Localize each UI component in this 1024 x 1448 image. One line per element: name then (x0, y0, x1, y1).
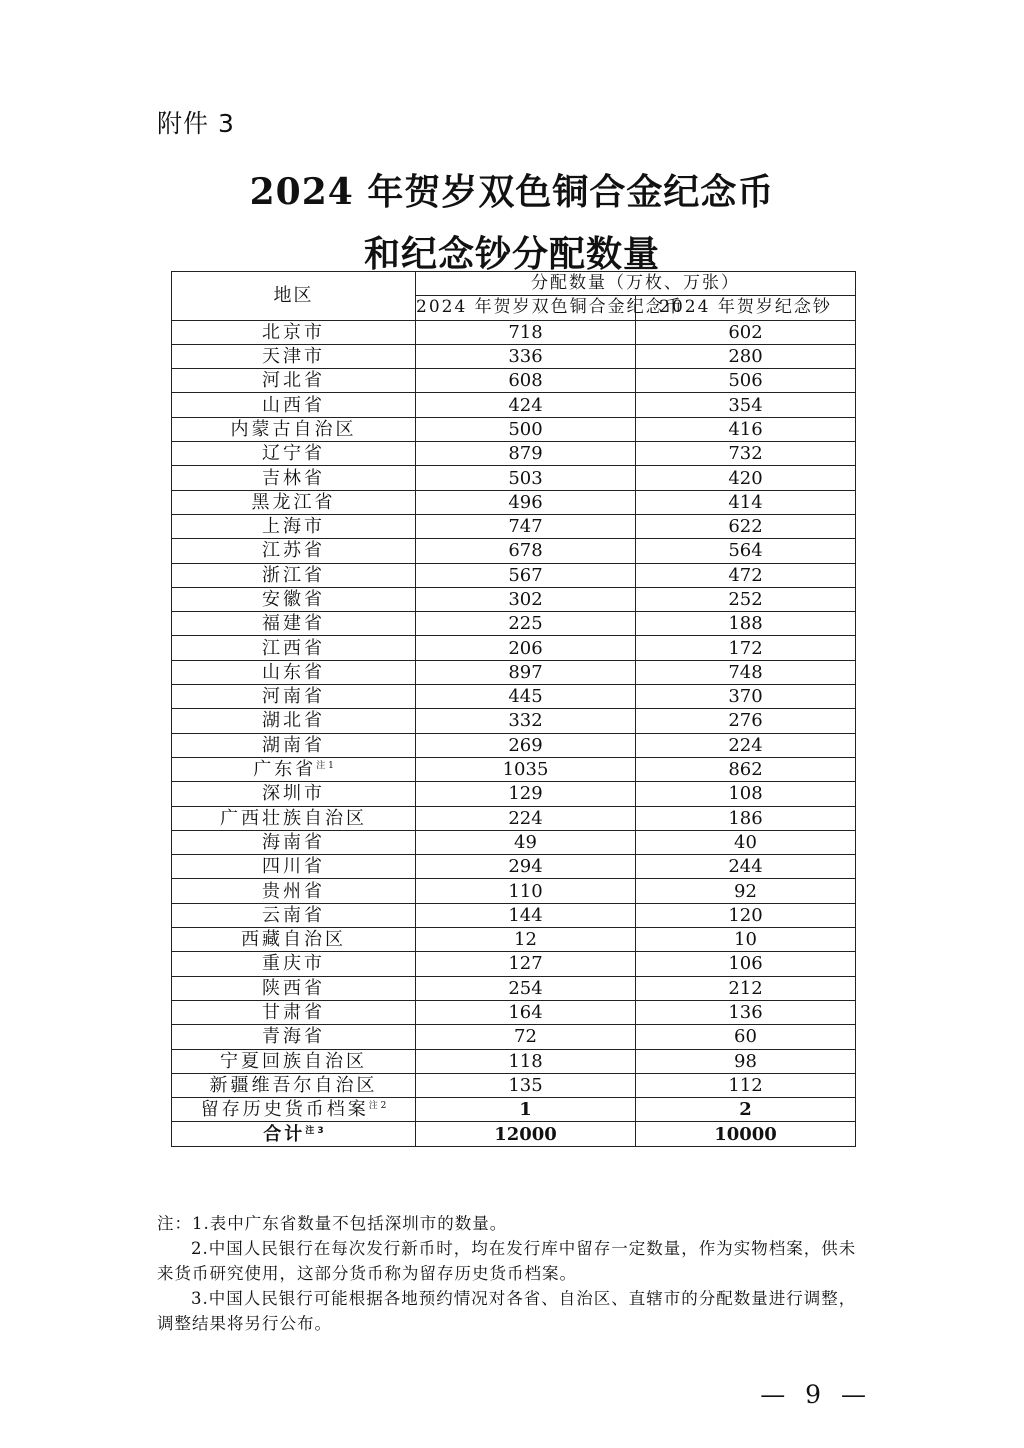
region-cell (172, 855, 416, 879)
attachment-label: 附件 3 (157, 109, 235, 138)
table-row (172, 417, 856, 441)
footnote-1: 注：1.表中广东省数量不包括深圳市的数量。 (157, 1214, 508, 1233)
coin-quantity-cell: 503 (416, 466, 636, 490)
region-name: 江西省 (262, 637, 325, 659)
document-title-line-2: 和纪念钞分配数量 (363, 233, 660, 275)
region-cell (172, 1000, 416, 1024)
region-cell (172, 782, 416, 806)
region-cell (172, 660, 416, 684)
coin-quantity-cell: 269 (416, 733, 636, 757)
coin-quantity-cell: 110 (416, 879, 636, 903)
footnotes (157, 1211, 873, 1336)
banknote-quantity-cell: 414 (636, 490, 856, 514)
region-name: 福建省 (262, 613, 325, 635)
coin-quantity-cell: 336 (416, 344, 636, 368)
table-row (172, 976, 856, 1000)
region-cell (172, 806, 416, 830)
banknote-quantity-cell: 120 (636, 903, 856, 927)
table-row (172, 685, 856, 709)
coin-quantity-cell: 294 (416, 855, 636, 879)
footnote-marker: 注 1 (316, 761, 334, 772)
region-name: 辽宁省 (262, 443, 325, 465)
banknote-quantity-cell: 472 (636, 563, 856, 587)
table-row (172, 320, 856, 344)
table-row (172, 660, 856, 684)
region-cell (172, 417, 416, 441)
region-name: 江苏省 (262, 540, 325, 562)
document-title-line-1: 2024 年贺岁双色铜合金纪念币 (249, 171, 775, 213)
region-column-header: 地区 (172, 272, 416, 321)
table-row (172, 928, 856, 952)
region-cell (172, 709, 416, 733)
coin-quantity-cell: 897 (416, 660, 636, 684)
table-row (172, 855, 856, 879)
region-name: 内蒙古自治区 (230, 418, 357, 440)
region-cell (172, 466, 416, 490)
region-cell (172, 928, 416, 952)
total-footnote-marker: 注 3 (305, 1125, 324, 1136)
coin-quantity-cell: 12 (416, 928, 636, 952)
region-name: 河南省 (262, 686, 325, 708)
table-row (172, 903, 856, 927)
banknote-quantity-cell: 252 (636, 587, 856, 611)
banknote-quantity-cell: 112 (636, 1073, 856, 1097)
region-cell (172, 830, 416, 854)
region-cell (172, 903, 416, 927)
banknote-quantity-cell: 188 (636, 612, 856, 636)
region-name: 西藏自治区 (241, 929, 346, 951)
banknote-quantity-cell: 172 (636, 636, 856, 660)
region-name: 四川省 (262, 856, 325, 878)
region-name: 黑龙江省 (251, 491, 336, 513)
banknote-quantity-cell: 10 (636, 928, 856, 952)
region-cell (172, 320, 416, 344)
banknote-quantity-cell: 136 (636, 1000, 856, 1024)
table-row (172, 1098, 856, 1122)
total-row (172, 1122, 856, 1146)
region-name: 青海省 (262, 1026, 325, 1048)
region-name: 宁夏回族自治区 (220, 1050, 367, 1072)
table-row (172, 490, 856, 514)
total-label: 合计 (263, 1123, 306, 1145)
table-row (172, 369, 856, 393)
banknote-quantity-cell: 602 (636, 320, 856, 344)
coin-quantity-cell: 302 (416, 587, 636, 611)
banknote-quantity-cell: 98 (636, 1049, 856, 1073)
table-row (172, 612, 856, 636)
table-row (172, 952, 856, 976)
table-row (172, 830, 856, 854)
banknote-quantity-cell: 280 (636, 344, 856, 368)
region-cell (172, 636, 416, 660)
table-row (172, 709, 856, 733)
banknote-quantity-cell: 862 (636, 757, 856, 781)
coin-quantity-cell: 879 (416, 442, 636, 466)
region-name: 广西壮族自治区 (220, 807, 367, 829)
banknote-quantity-cell: 2 (636, 1098, 856, 1122)
coin-quantity-cell: 72 (416, 1025, 636, 1049)
coin-quantity-cell: 496 (416, 490, 636, 514)
coin-quantity-cell: 1035 (416, 757, 636, 781)
coin-quantity-cell: 678 (416, 539, 636, 563)
region-cell (172, 685, 416, 709)
region-name: 陕西省 (262, 977, 325, 999)
region-cell (172, 1073, 416, 1097)
region-name: 湖北省 (262, 710, 325, 732)
allocation-table (171, 271, 856, 1147)
coin-quantity-cell: 1 (416, 1098, 636, 1122)
table-row (172, 466, 856, 490)
region-cell (172, 976, 416, 1000)
region-name: 深圳市 (262, 783, 325, 805)
banknote-quantity-cell: 276 (636, 709, 856, 733)
coin-quantity-cell: 49 (416, 830, 636, 854)
banknote-quantity-cell: 108 (636, 782, 856, 806)
coin-quantity-cell: 118 (416, 1049, 636, 1073)
region-cell (172, 442, 416, 466)
table-row (172, 1000, 856, 1024)
region-cell (172, 490, 416, 514)
region-name: 山西省 (262, 394, 325, 416)
banknote-quantity-cell: 748 (636, 660, 856, 684)
region-name: 浙江省 (262, 564, 325, 586)
footnote-2: 2.中国人民银行在每次发行新币时，均在发行库中留存一定数量，作为实物档案，供未来货币研究使用，这部分货币称为留存历史货币档案。 (157, 1239, 857, 1283)
region-cell (172, 344, 416, 368)
region-name: 山东省 (262, 661, 325, 683)
region-cell (172, 879, 416, 903)
banknote-column-header: 2024 年贺岁纪念钞 (636, 296, 856, 320)
banknote-quantity-cell: 420 (636, 466, 856, 490)
table-row (172, 806, 856, 830)
banknote-quantity-cell: 212 (636, 976, 856, 1000)
banknote-quantity-cell: 186 (636, 806, 856, 830)
region-name: 云南省 (262, 904, 325, 926)
region-cell (172, 539, 416, 563)
region-cell (172, 612, 416, 636)
coin-quantity-cell: 424 (416, 393, 636, 417)
coin-quantity-cell: 445 (416, 685, 636, 709)
coin-quantity-cell: 224 (416, 806, 636, 830)
region-cell (172, 1098, 416, 1122)
region-name: 天津市 (262, 346, 325, 368)
region-name: 贵州省 (262, 880, 325, 902)
table-row (172, 442, 856, 466)
region-name: 吉林省 (262, 467, 325, 489)
region-name: 新疆维吾尔自治区 (209, 1074, 378, 1096)
region-cell (172, 369, 416, 393)
total-coin-cell: 12000 (416, 1122, 636, 1146)
region-name: 重庆市 (262, 953, 325, 975)
region-cell (172, 587, 416, 611)
coin-quantity-cell: 164 (416, 1000, 636, 1024)
banknote-quantity-cell: 224 (636, 733, 856, 757)
region-name: 上海市 (262, 516, 325, 538)
banknote-quantity-cell: 354 (636, 393, 856, 417)
region-cell (172, 1025, 416, 1049)
region-name: 北京市 (262, 321, 325, 343)
coin-quantity-cell: 254 (416, 976, 636, 1000)
coin-quantity-cell: 718 (416, 320, 636, 344)
region-cell (172, 563, 416, 587)
region-name: 广东省 (253, 759, 317, 781)
table-header-row (172, 272, 856, 296)
banknote-quantity-cell: 106 (636, 952, 856, 976)
coin-quantity-cell: 129 (416, 782, 636, 806)
banknote-quantity-cell: 92 (636, 879, 856, 903)
table-row (172, 393, 856, 417)
footnote-3: 3.中国人民银行可能根据各地预约情况对各省、自治区、直辖市的分配数量进行调整，调整结果将另行公布。 (157, 1289, 857, 1333)
table-row (172, 514, 856, 538)
region-cell (172, 757, 416, 781)
coin-quantity-cell: 567 (416, 563, 636, 587)
region-name: 湖南省 (262, 734, 325, 756)
coin-quantity-cell: 144 (416, 903, 636, 927)
total-label-cell (172, 1122, 416, 1146)
region-name: 海南省 (262, 831, 325, 853)
coin-quantity-cell: 500 (416, 417, 636, 441)
banknote-quantity-cell: 732 (636, 442, 856, 466)
coin-quantity-cell: 747 (416, 514, 636, 538)
table-row (172, 344, 856, 368)
table-row (172, 563, 856, 587)
coin-column-header: 2024 年贺岁双色铜合金纪念币 (416, 296, 636, 320)
allocation-group-header: 分配数量（万枚、万张） (416, 272, 856, 296)
banknote-quantity-cell: 622 (636, 514, 856, 538)
region-name: 甘肃省 (262, 1002, 325, 1024)
banknote-quantity-cell: 40 (636, 830, 856, 854)
coin-quantity-cell: 206 (416, 636, 636, 660)
table-row (172, 782, 856, 806)
table-row (172, 1049, 856, 1073)
table-body (172, 320, 856, 1122)
table-row (172, 539, 856, 563)
region-name: 河北省 (262, 370, 325, 392)
coin-quantity-cell: 225 (416, 612, 636, 636)
banknote-quantity-cell: 244 (636, 855, 856, 879)
coin-quantity-cell: 332 (416, 709, 636, 733)
coin-quantity-cell: 608 (416, 369, 636, 393)
banknote-quantity-cell: 564 (636, 539, 856, 563)
coin-quantity-cell: 135 (416, 1073, 636, 1097)
table-row (172, 757, 856, 781)
banknote-quantity-cell: 416 (636, 417, 856, 441)
table-row (172, 1073, 856, 1097)
region-cell (172, 952, 416, 976)
region-name: 安徽省 (262, 589, 325, 610)
table-row (172, 879, 856, 903)
coin-quantity-cell: 127 (416, 952, 636, 976)
banknote-quantity-cell: 60 (636, 1025, 856, 1049)
table-row (172, 587, 856, 611)
total-banknote-cell: 10000 (636, 1122, 856, 1146)
table-row (172, 1025, 856, 1049)
banknote-quantity-cell: 370 (636, 685, 856, 709)
table-row (172, 733, 856, 757)
banknote-quantity-cell: 506 (636, 369, 856, 393)
region-cell (172, 733, 416, 757)
page-number: — 9 — (760, 1380, 872, 1409)
table-row (172, 636, 856, 660)
footnote-marker: 注 2 (368, 1101, 387, 1112)
region-cell (172, 1049, 416, 1073)
region-cell (172, 393, 416, 417)
region-name: 留存历史货币档案 (200, 1099, 369, 1121)
region-cell (172, 514, 416, 538)
